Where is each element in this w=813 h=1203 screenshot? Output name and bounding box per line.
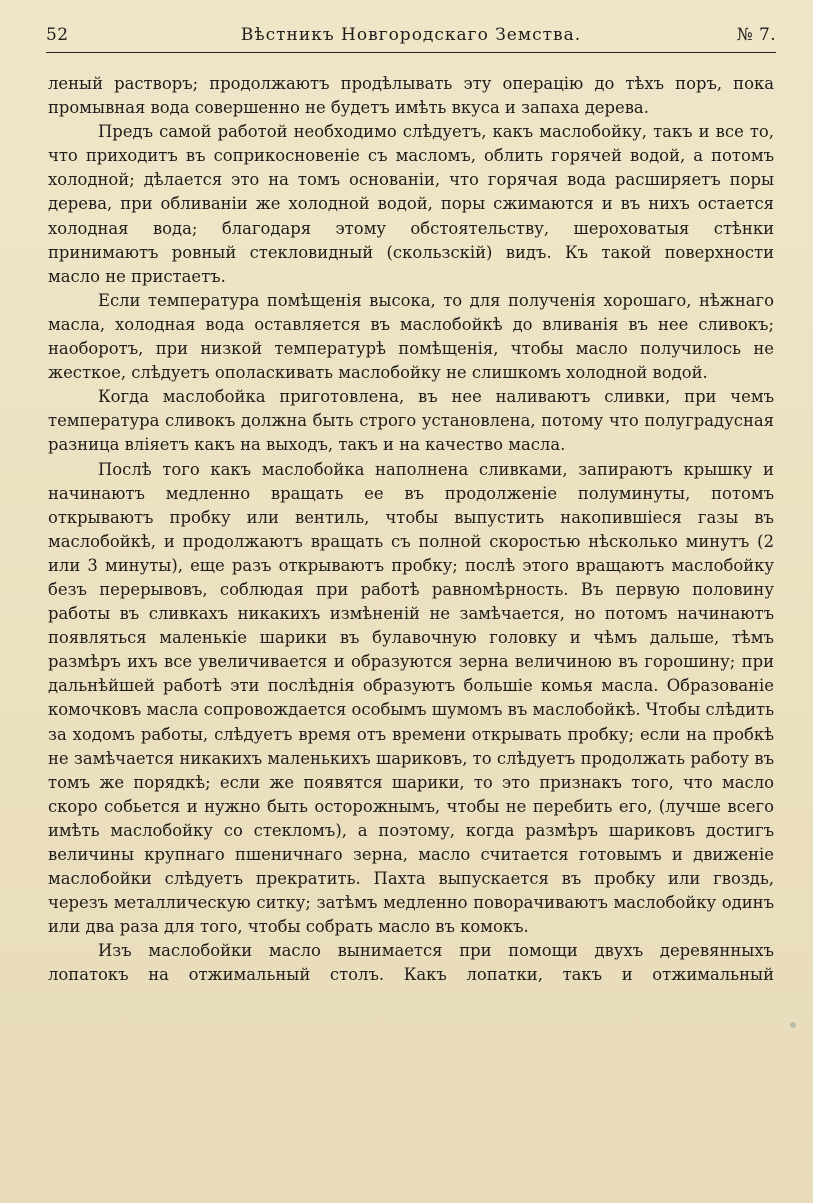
paragraph-pouring-cream: Когда маслобойка приготовлена, въ нее наливаютъ сливки, при чемъ температура сливокъ должна быть строго установлена, потому что полуградусная разница вліяетъ какъ на выходъ, такъ и на качество масла. <box>48 387 774 455</box>
issue-number: № 7. <box>736 25 776 45</box>
journal-title: Вѣстникъ Новгородскаго Земства. <box>240 25 582 45</box>
paragraph-preparation: Предъ самой работой необходимо слѣдуетъ, какъ маслобойку, такъ и все то, что приходитъ въ соприкосновеніе съ масломъ, облить горячей водой, а потомъ холодной; дѣлается это на томъ основаніи, что горячая вода расширяетъ поры дерева, при обливаніи же холодной водой, поры сжимаются и въ нихъ остается холодная вода; благодаря этому обстоятельству, шероховатыя стѣнки принимаютъ ровный стекловидный (скользскій) видъ. Къ такой поверхности масло не пристаетъ. <box>48 122 774 286</box>
paragraph-temperature: Если температура помѣщенія высока, то для полученія хорошаго, нѣжнаго масла, холодная вода оставляется въ маслобойкѣ до вливанія въ нее сливокъ; наоборотъ, при низкой температурѣ помѣщенія, чтобы масло получилось не жесткое, слѣдуетъ ополаскивать маслобойку не слишкомъ холодной водой. <box>48 290 774 383</box>
paragraph-continued: леный растворъ; продолжаютъ продѣлывать эту операцію до тѣхъ поръ, пока промывная вода совершенно не будетъ имѣть вкуса и запаха дерева. <box>48 74 774 118</box>
paragraph-removing-butter: Изъ маслобойки масло вынимается при помощи двухъ деревянныхъ лопатокъ на отжимальный столъ. Какъ лопатки, такъ и отжимальный <box>48 941 774 985</box>
paragraph-churning: Послѣ того какъ маслобойка наполнена сливками, запираютъ крышку и начинаютъ медленно вращать ее въ продолженіе полуминуты, потомъ открываютъ пробку или вентиль, чтобы выпустить накопившіеся газы въ маслобойкѣ, и продолжаютъ вращать съ полной скоростью нѣсколько минутъ (2 или 3 минуты), еще разъ открываютъ пробку; послѣ этого вращаютъ маслобойку безъ перерывовъ, соблюдая при работѣ равномѣрность. Въ первую половину работы въ сливкахъ никакихъ измѣненій не замѣчается, но потомъ начинаютъ появляться маленькіе шарики въ булавочную головку и чѣмъ дальше, тѣмъ размѣръ ихъ все увеличивается и образуются зерна величиною въ горошину; при дальнѣйшей работѣ эти послѣднія образуютъ большіе комья масла. Образованіе комочковъ масла сопровождается особымъ шумомъ въ маслобойкѣ. Чтобы слѣдить за ходомъ работы, слѣдуетъ время отъ времени открывать пробку; если на пробкѣ не замѣчается никакихъ маленькихъ шариковъ, то слѣдуетъ продолжать работу въ томъ же порядкѣ; если же появятся шарики, то это признакъ того, что масло скоро собьется и нужно быть осторожнымъ, чтобы не перебить его, (лучше всего имѣть маслобойку со стекломъ), а поэтому, когда размѣръ шариковъ достигъ величины крупнаго пшеничнаго зерна, масло считается готовымъ и движеніе маслобойки слѣдуетъ прекратить. Пахта выпускается въ пробку или гвоздь, черезъ металлическую ситку; затѣмъ медленно поворачиваютъ маслобойку одинъ или два раза для того, чтобы собрать масло въ комокъ. <box>48 459 774 937</box>
body-text <box>48 72 774 988</box>
paper-stain <box>790 1022 796 1028</box>
running-header <box>46 22 776 53</box>
page-number: 52 <box>46 25 69 45</box>
